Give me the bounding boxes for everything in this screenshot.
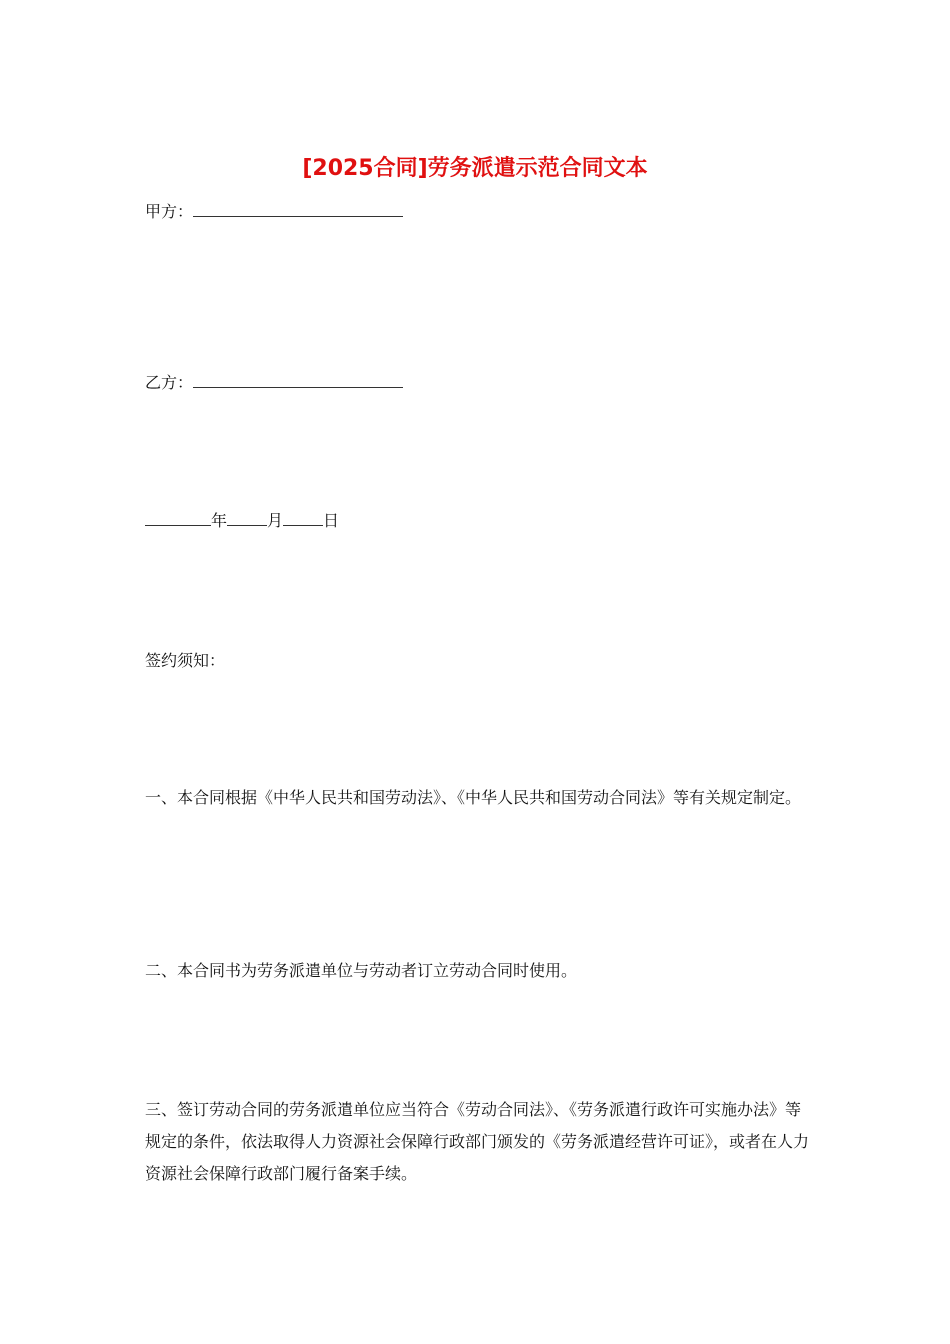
document-title: [2025合同]劳务派遣示范合同文本	[302, 156, 648, 181]
party-a-blank	[193, 200, 403, 217]
clause-1: 一、本合同根据《中华人民共和国劳动法》、《中华人民共和国劳动合同法》等有关规定制定。	[145, 788, 802, 807]
date-line	[145, 509, 339, 533]
month-blank	[227, 509, 267, 526]
party-b-label: 乙方：	[145, 373, 194, 392]
party-b-blank	[193, 371, 403, 388]
day-label: 日	[323, 511, 340, 530]
day-blank	[283, 509, 323, 526]
notice-heading: 签约须知：	[145, 651, 226, 670]
year-blank	[145, 509, 211, 526]
party-a-label: 甲方：	[145, 202, 194, 221]
clause-2: 二、本合同书为劳务派遣单位与劳动者订立劳动合同时使用。	[145, 961, 578, 980]
year-label: 年	[211, 511, 228, 530]
party-b-line	[145, 371, 403, 395]
month-label: 月	[267, 511, 284, 530]
clause-3: 三、签订劳动合同的劳务派遣单位应当符合《劳动合同法》、《劳务派遣行政许可实施办法》等规定的条件，依法取得人力资源社会保障行政部门颁发的《劳务派遣经营许可证》，或者在人力资源社会保障行政部门履行备案手续。	[145, 1100, 810, 1183]
party-a-line	[145, 200, 403, 224]
